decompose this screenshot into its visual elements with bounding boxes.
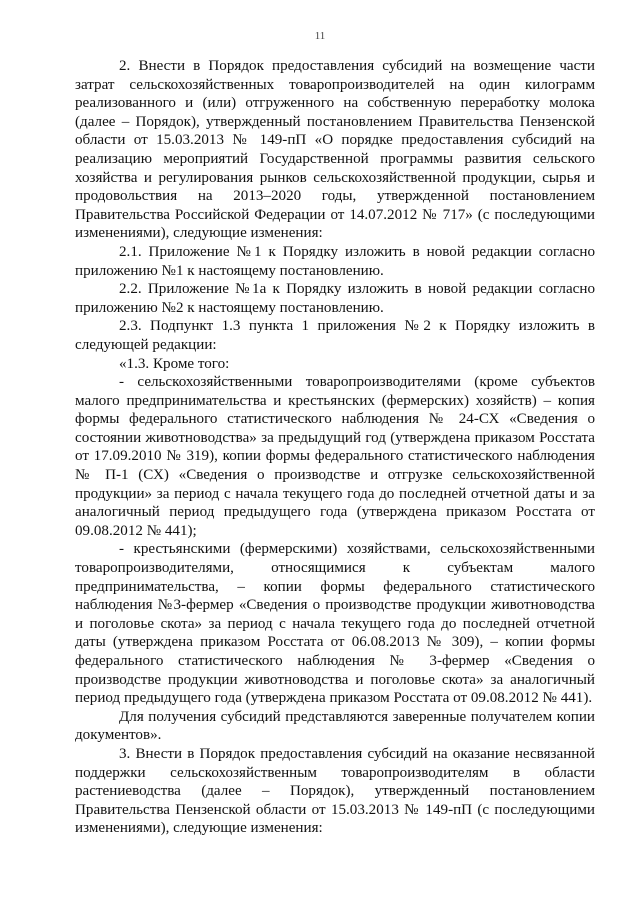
paragraph-2-2: 2.2. Приложение №1а к Порядку изложить в новой редакции согласно приложению №2 к настоящему постановлению. xyxy=(75,281,595,316)
paragraph-3-intro: 3. Внести в Порядок предоставления субсидий на оказание несвязанной поддержки сельскохозяйственным товаропроизводителям в области растениеводства (далее – Порядок), утвержденный постановлением Правительства Пензенской области от 15.03.2013 № 149-пП (с последующими изменениями), следующие изменения: xyxy=(75,745,595,837)
document-body xyxy=(75,57,595,838)
paragraph-1-3-heading: «1.3. Кроме того: xyxy=(119,355,230,372)
paragraph-agri-producers: - сельскохозяйственными товаропроизводителями (кроме субъектов малого предпринимательства и крестьянских (фермерских) хозяйств) – копия формы федерального статистического наблюдения № 24-СХ «Сведения о состоянии животноводства» за предыдущий год (утверждена приказом Росстата от 17.09.2010 № 319), копии формы федерального статистического наблюдения № П-1 (СХ) «Сведения о производстве и отгрузке сельскохозяйственной продукции» за период с начала текущего года до последней отчетной даты и за аналогичный период предыдущего года (утверждена приказом Росстата от 09.08.2012 № 441); xyxy=(75,374,595,539)
paragraph-2-3: 2.3. Подпункт 1.3 пункта 1 приложения №2 к Порядку изложить в следующей редакции: xyxy=(75,318,595,353)
page-number: 11 xyxy=(314,30,326,42)
paragraph-2-intro: 2. Внести в Порядок предоставления субсидий на возмещение части затрат сельскохозяйственных товаропроизводителей на один килограмм реализованного и (или) отгруженного на собственную переработку молока (далее – Порядок), утвержденный постановлением Правительства Пензенской области от 15.03.2013 № 149-пП «О порядке предоставления субсидий на реализацию мероприятий Государственной программы развития сельского хозяйства и регулирования рынков сельскохозяйственной продукции, сырья и продовольствия на 2013–2020 годы, утвержденной постановлением Правительства Российской Федерации от 14.07.2012 № 717» (с последующими изменениями), следующие изменения: xyxy=(75,58,595,242)
paragraph-2-1: 2.1. Приложение №1 к Порядку изложить в новой редакции согласно приложению №1 к настоящему постановлению. xyxy=(75,243,595,279)
paragraph-documents-note: Для получения субсидий представляются заверенные получателем копии документов». xyxy=(75,708,595,744)
paragraph-farm-households: - крестьянскими (фермерскими) хозяйствами, сельскохозяйственными товаропроизводителями, относящимися к субъектам малого предпринимательства, – копии формы федерального статистического наблюдения №3-фермер «Сведения о производстве продукции животноводства и поголовье скота» за период с начала текущего года до последней отчетной даты (утверждена приказом Росстата от 06.08.2013 № 309), – копии формы федерального статистического наблюдения № 3-фермер «Сведения о производстве продукции животноводства и поголовье скота» за аналогичный период предыдущего года (утверждена приказом Росстата от 09.08.2012 № 441). xyxy=(75,541,595,707)
